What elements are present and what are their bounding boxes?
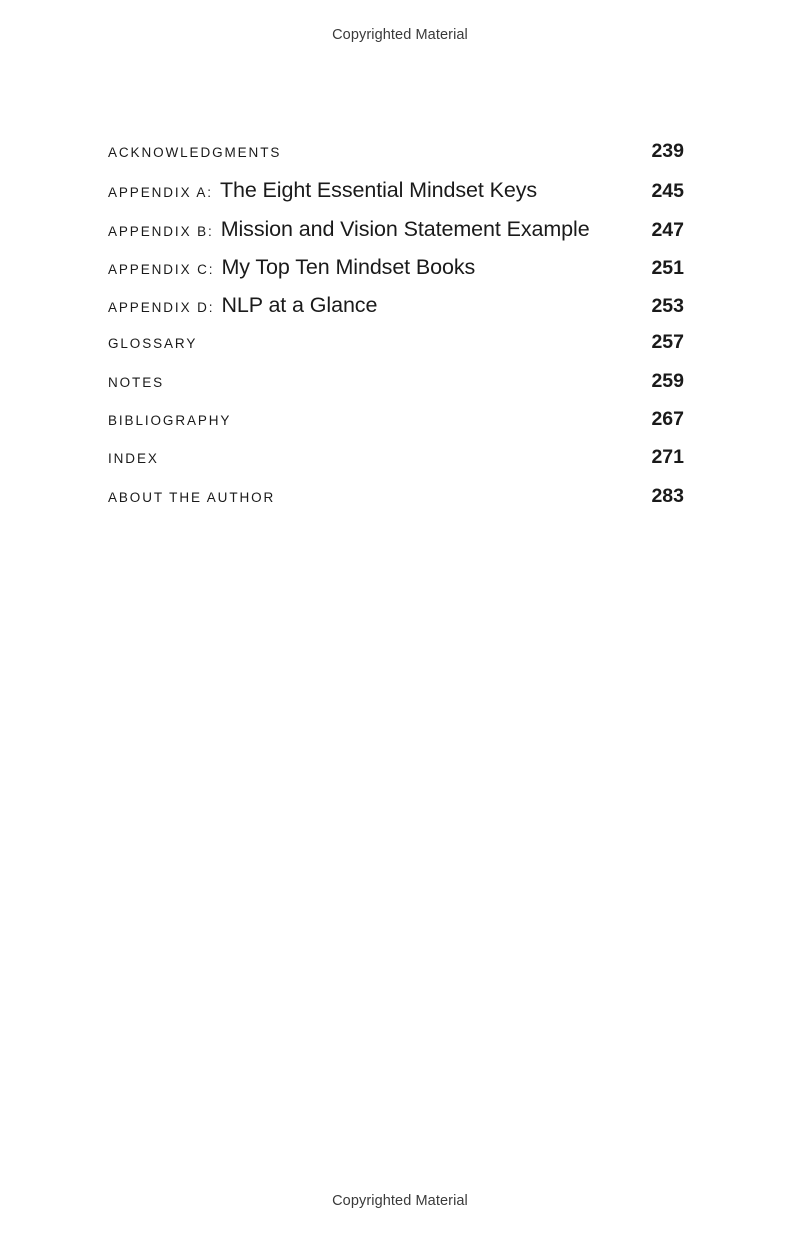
- toc-entry-label: GLOSSARY: [108, 336, 198, 352]
- toc-entry-title: My Top Ten Mindset Books: [221, 254, 476, 279]
- toc-row[interactable]: [108, 293, 684, 331]
- toc-entry-label: ABOUT THE AUTHOR: [108, 489, 276, 505]
- toc-entry-page-number: 253: [651, 295, 684, 318]
- toc-entry-label: APPENDIX B:: [108, 223, 214, 239]
- toc-entry-page-number: 271: [651, 446, 684, 469]
- toc-entry: [108, 145, 288, 160]
- toc-entry-page-number: 239: [651, 140, 684, 162]
- toc-entry-page-number: 257: [651, 331, 684, 354]
- toc-entry-page-number: 245: [651, 180, 684, 203]
- toc-entry-page-number: 259: [651, 369, 684, 392]
- toc-row[interactable]: [108, 331, 684, 369]
- toc-entry-label: ACKNOWLEDGMENTS: [108, 145, 282, 160]
- toc-entry-label: APPENDIX C:: [108, 261, 215, 277]
- toc-entry: [108, 217, 590, 242]
- table-of-contents: [108, 140, 684, 523]
- toc-row[interactable]: [108, 370, 684, 408]
- toc-row[interactable]: [108, 485, 684, 523]
- toc-entry: [108, 255, 475, 280]
- toc-entry: [108, 336, 204, 351]
- toc-entry: [108, 178, 537, 203]
- toc-row[interactable]: [108, 217, 684, 255]
- toc-entry-label: INDEX: [108, 451, 159, 467]
- toc-entry: [108, 451, 166, 466]
- toc-row[interactable]: [108, 446, 684, 484]
- toc-entry-label: APPENDIX A:: [108, 185, 213, 201]
- toc-entry-label: APPENDIX D:: [108, 300, 215, 316]
- toc-entry-page-number: 283: [651, 484, 684, 507]
- toc-entry-title: Mission and Vision Statement Example: [220, 216, 590, 241]
- toc-entry: [108, 413, 238, 428]
- toc-entry-label: BIBLIOGRAPHY: [108, 413, 232, 429]
- toc-entry: [108, 375, 171, 390]
- toc-entry-title: The Eight Essential Mindset Keys: [219, 178, 538, 203]
- toc-row[interactable]: [108, 255, 684, 293]
- toc-entry: [108, 293, 377, 318]
- toc-entry: [108, 490, 282, 505]
- toc-entry-label: NOTES: [108, 374, 165, 390]
- toc-entry-page-number: 247: [651, 218, 684, 241]
- toc-row[interactable]: [108, 140, 684, 178]
- toc-row[interactable]: [108, 178, 684, 216]
- copyright-watermark-bottom: Copyrighted Material: [332, 1193, 468, 1209]
- toc-row[interactable]: [108, 408, 684, 446]
- toc-entry-page-number: 251: [651, 256, 684, 279]
- toc-entry-page-number: 267: [651, 408, 684, 431]
- copyright-watermark-top: Copyrighted Material: [332, 27, 468, 43]
- toc-entry-title: NLP at a Glance: [221, 293, 378, 318]
